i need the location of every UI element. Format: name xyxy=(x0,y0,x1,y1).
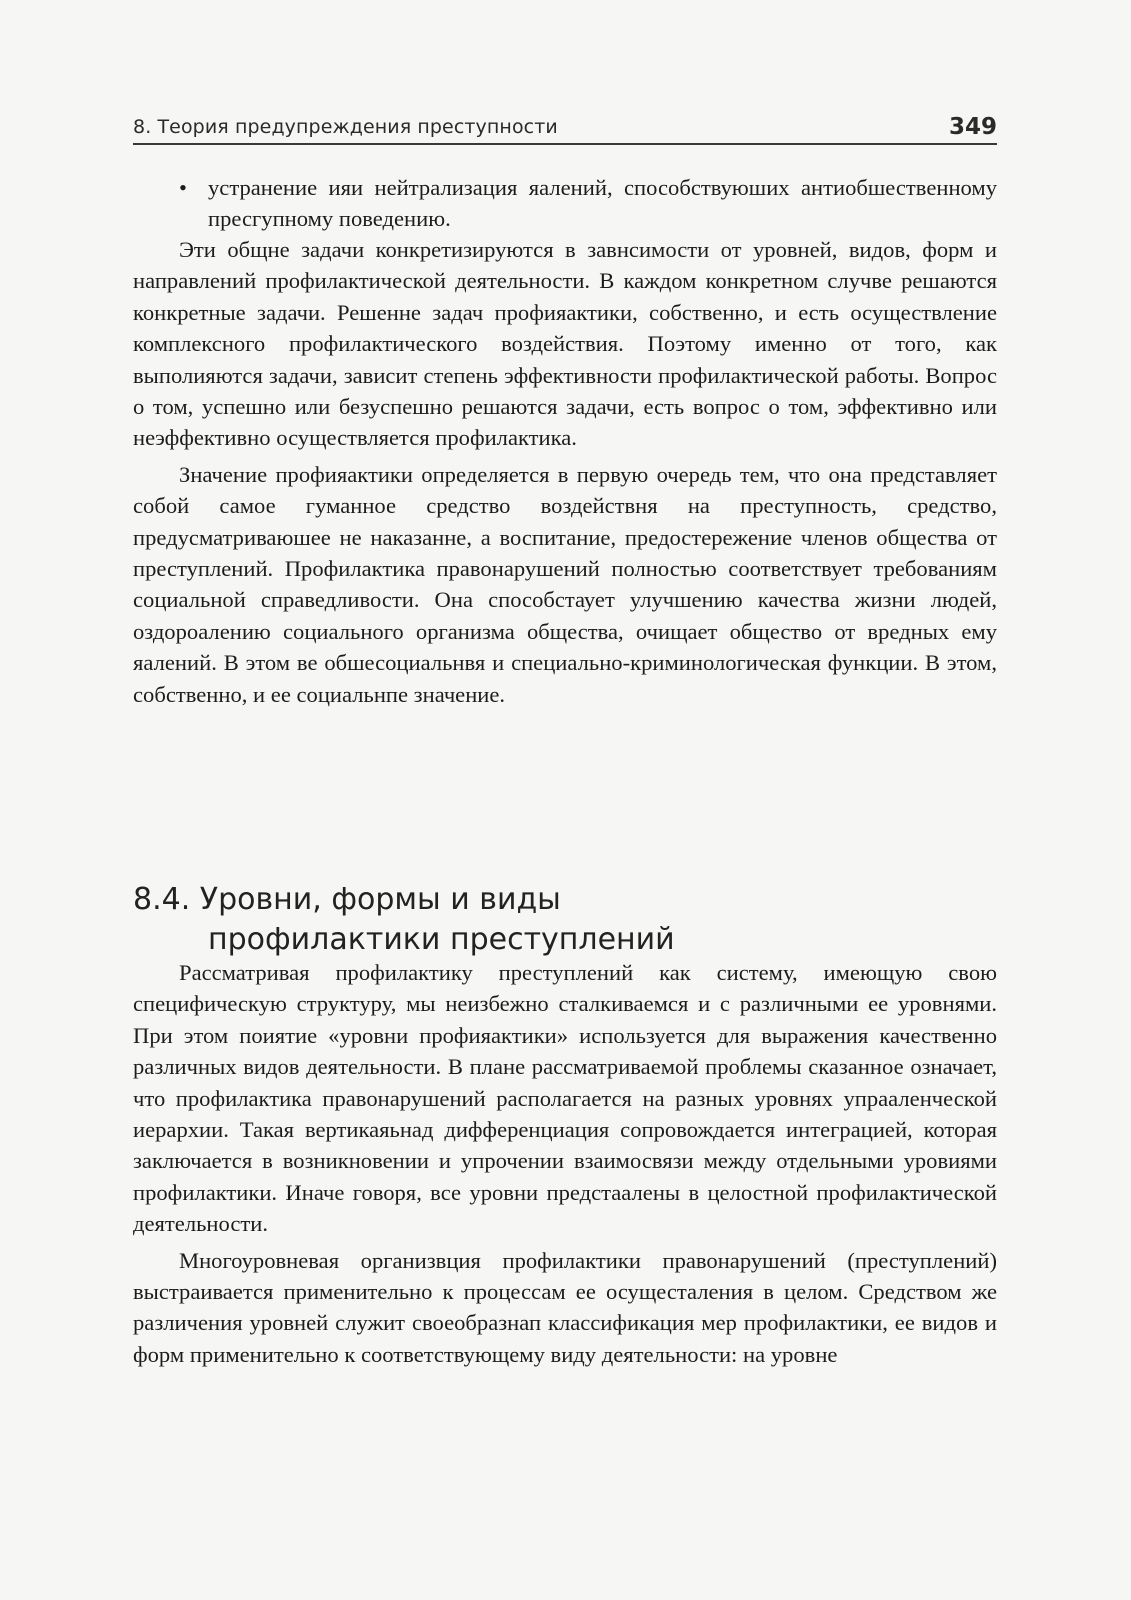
running-header xyxy=(133,113,997,145)
paragraph: Многоуровневая организвция профилактики правонарушений (преступлений) выстраивается применительно к процессам ее осущесталения в целом. Средством же различения уровней служит своеобразнап классификация мер профилактики, ее видов и форм применительно к соответствующему виду деятельности: на уровне xyxy=(133,1247,997,1367)
text-block-after-heading xyxy=(133,957,997,1370)
paragraph: Значение профияактики определяется в первую очередь тем, что она представляет собой самое гуманное средство воздействня на преступность, средство, предусматриваюшее не наказанне, а воспитание, предостережение членов общества от преступлений. Профилактика правонарушений полностью соответствует требованиям социальной справедливости. Она способстаует улучшению качества жизни людей, оздороалению социального организма общества, очищает общество от вредных ему яалений. В этом ве обшесоциальнвя и специально-криминологическая функции. В этом, собственно, и ее социальнпе значение. xyxy=(133,461,997,707)
bullet-list xyxy=(133,172,997,235)
section-heading-line-1: 8.4. Уровни, формы и виды xyxy=(133,881,561,917)
bullet-text: устранение ияи нейтрализация яалений, способствуюших антиобшественному пресгупному поведению. xyxy=(208,175,997,232)
bullet-item xyxy=(133,172,997,235)
paragraph: Рассматривая профилактику преступлений как систему, имеющую свою специфическую структуру, мы неизбежно сталкиваемся и с различными ее уровнями. При этом поиятие «уровни профияактики» используется для выражения качественно различных видов деятельности. В плане рассматриваемой проблемы сказанное означает, что профилактика правонарушений располагается на разных уровнях упрааленческой иерархии. Такая вертикаяьнад дифференциация сопровождается интеграцией, которая заключается в возникновении и упрочении взаимосвязи между отдельными уровиями профилактики. Иначе говоря, все уровни предстаалены в целостной профилактической деятельности. xyxy=(133,960,997,1237)
paragraph: Эти общне задачи конкретизируются в завнсимости от уровней, видов, форм и направлений профилактической деятельности. В каждом конкретном случве решаются конкретные задачи. Решенне задач профияактики, собственно, и есть осуществление комплексного профилактического воздействия. Поэтому именно от того, как выполияются задачи, зависит степень эффективности профилактической работы. Вопрос о том, успешно или безуспешно решаются задачи, есть вопрос о том, эффективно или неэффективно осуществляется профилактика. xyxy=(133,237,997,451)
section-heading-line-2: профилактики преступлений xyxy=(208,921,675,957)
chapter-title: 8. Теория предупреждения преступности xyxy=(133,116,558,138)
text-block-before-heading xyxy=(133,234,997,710)
page-number: 349 xyxy=(948,114,997,140)
bullet-dot-icon: • xyxy=(179,175,187,200)
section-heading xyxy=(133,880,997,960)
